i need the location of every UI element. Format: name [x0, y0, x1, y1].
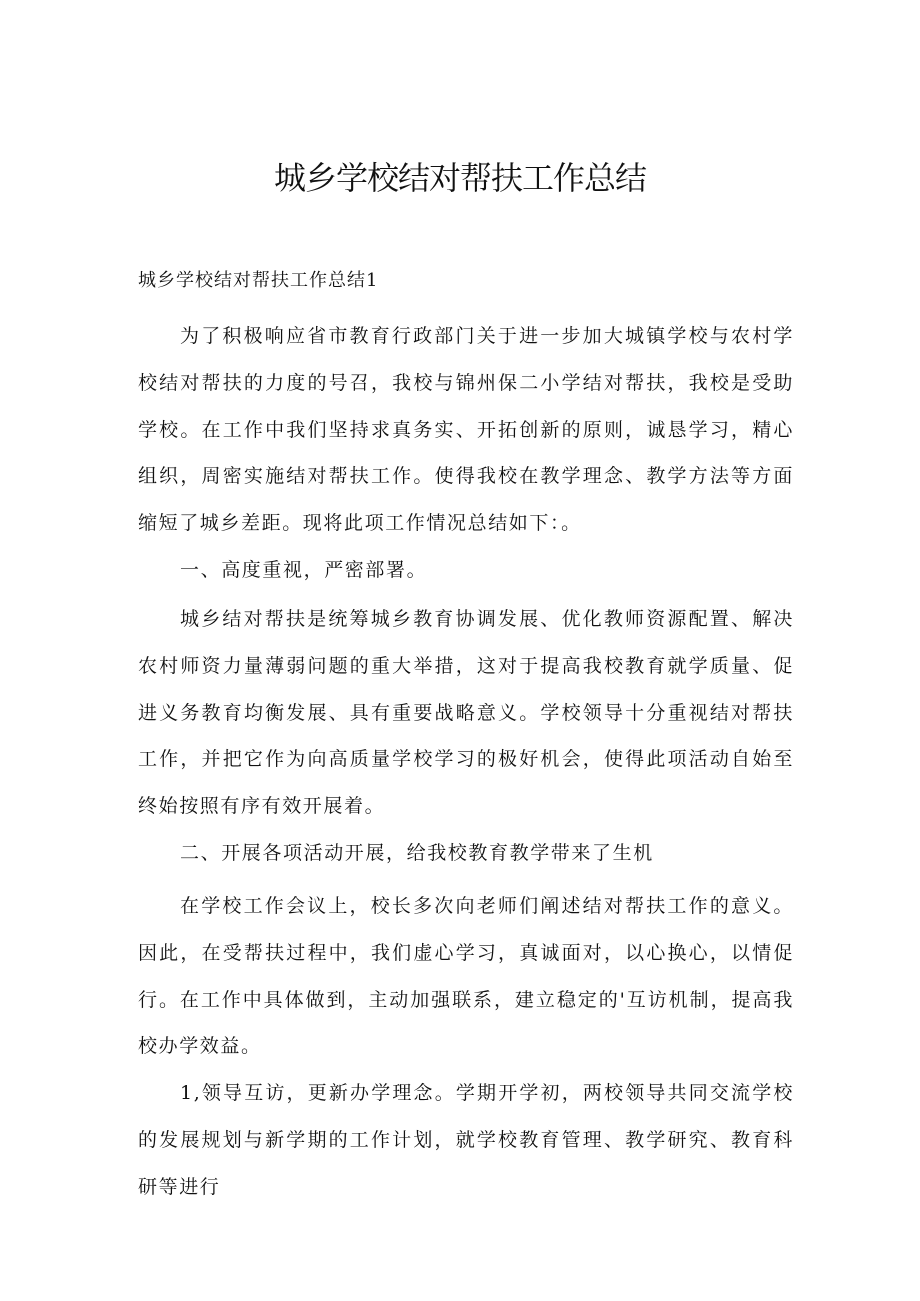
paragraph-meeting: 在学校工作会议上，校长多次向老师们阐述结对帮扶工作的意义。因此，在受帮扶过程中，我们虚心学习，真诚面对，以心换心，以情促行。在工作中具体做到，主动加强联系，建立稳定的'互访机制，提高我校办学效益。: [138, 895, 794, 1058]
paragraph-leader-visits: 1,领导互访，更新办学理念。学期开学初，两校领导共同交流学校的发展规划与新学期的工作计划，就学校教育管理、教学研究、教育科研等进行: [138, 1082, 794, 1198]
heading-one: 一、高度重视，严密部署。: [180, 559, 428, 581]
section-subtitle: 城乡学校结对帮扶工作总结1: [138, 270, 379, 291]
document-title: 城乡学校结对帮扶工作总结: [273, 159, 646, 197]
paragraph-importance: 城乡结对帮扶是统筹城乡教育协调发展、优化教师资源配置、解决农村师资力量薄弱问题的重大举措，这对于提高我校教育就学质量、促进义务教育均衡发展、具有重要战略意义。学校领导十分重视结对帮扶工作，并把它作为向高质量学校学习的极好机会，使得此项活动自始至终始按照有序有效开展着。: [138, 608, 794, 818]
heading-two: 二、开展各项活动开展，给我校教育教学带来了生机: [180, 842, 654, 864]
paragraph-intro: 为了积极响应省市教育行政部门关于进一步加大城镇学校与农村学校结对帮扶的力度的号召，我校与锦州保二小学结对帮扶，我校是受助学校。在工作中我们坚持求真务实、开拓创新的原则，诚恳学习，精心组织，周密实施结对帮扶工作。使得我校在教学理念、教学方法等方面缩短了城乡差距。现将此项工作情况总结如下：。: [138, 325, 794, 535]
